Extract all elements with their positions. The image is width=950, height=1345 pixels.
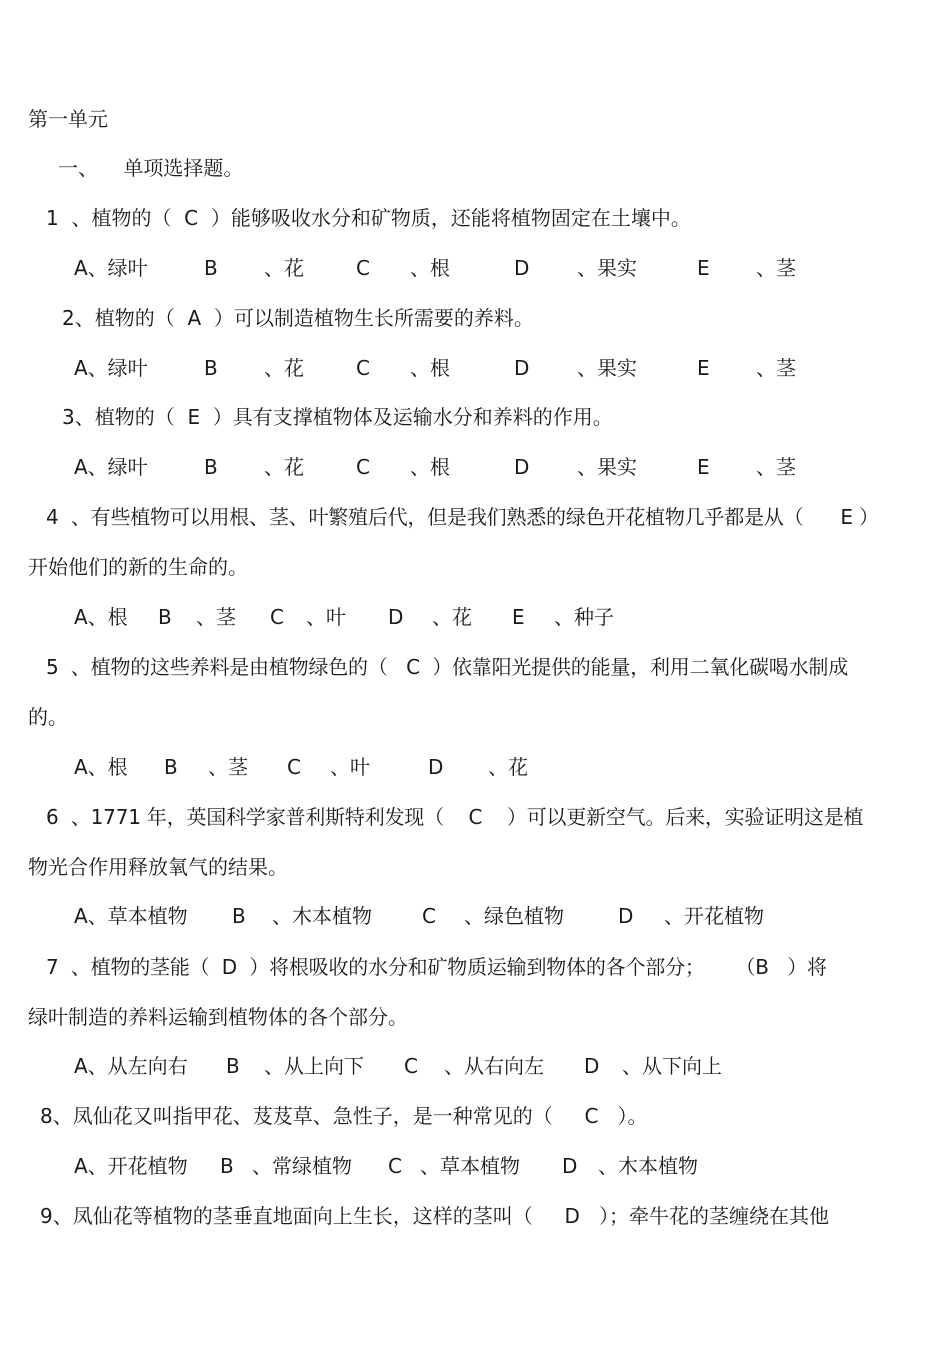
option: D bbox=[428, 755, 444, 779]
unit-title: 第一单元 bbox=[28, 107, 108, 131]
question-text-continued: 物光合作用释放氧气的结果。 bbox=[28, 855, 288, 879]
option: C bbox=[356, 455, 370, 479]
option: 、花 bbox=[264, 356, 304, 380]
option: A、根 bbox=[74, 755, 128, 779]
option: D bbox=[514, 455, 530, 479]
question-text-continued: 开始他们的新的生命的。 bbox=[28, 555, 248, 579]
option: E bbox=[512, 605, 525, 629]
option: 、茎 bbox=[208, 755, 248, 779]
option: C bbox=[270, 605, 284, 629]
option: B bbox=[232, 904, 246, 928]
question-text: 6 、1771 年，英国科学家普利斯特利发现（ C ）可以更新空气。后来，实验证明这是植 bbox=[46, 805, 864, 829]
option: B bbox=[220, 1154, 234, 1178]
option: B bbox=[204, 256, 218, 280]
option: A、开花植物 bbox=[74, 1154, 188, 1178]
option: 、开花植物 bbox=[664, 904, 764, 928]
option: A、草本植物 bbox=[74, 904, 188, 928]
question-text: 3、植物的（ E ）具有支撑植物体及运输水分和养料的作用。 bbox=[62, 405, 613, 429]
option: 、花 bbox=[264, 256, 304, 280]
option: 、草本植物 bbox=[420, 1154, 520, 1178]
question-text-continued: 绿叶制造的养料运输到植物体的各个部分。 bbox=[28, 1005, 408, 1029]
question-text: 9、凤仙花等植物的茎垂直地面向上生长，这样的茎叫（ D ）；牵牛花的茎缠绕在其他 bbox=[40, 1204, 829, 1228]
option: 、果实 bbox=[577, 256, 637, 280]
option: A、根 bbox=[74, 605, 128, 629]
option: 、从下向上 bbox=[622, 1054, 722, 1078]
option: A、从左向右 bbox=[74, 1054, 188, 1078]
option: D bbox=[584, 1054, 600, 1078]
option: E bbox=[697, 455, 710, 479]
option: 、木本植物 bbox=[272, 904, 372, 928]
option: A、绿叶 bbox=[74, 356, 148, 380]
option: 、茎 bbox=[196, 605, 236, 629]
option: C bbox=[287, 755, 301, 779]
option: C bbox=[404, 1054, 418, 1078]
option: A、绿叶 bbox=[74, 455, 148, 479]
option: A、绿叶 bbox=[74, 256, 148, 280]
option: D bbox=[618, 904, 634, 928]
option: 、根 bbox=[410, 256, 450, 280]
option: 、根 bbox=[410, 455, 450, 479]
option: 、根 bbox=[410, 356, 450, 380]
question-text: 8、凤仙花又叫指甲花、芨芨草、急性子，是一种常见的（ C ）。 bbox=[40, 1104, 648, 1128]
option: 、叶 bbox=[330, 755, 370, 779]
option: 、茎 bbox=[756, 455, 796, 479]
option: 、茎 bbox=[756, 256, 796, 280]
question-text: 7 、植物的茎能（ D ）将根吸收的水分和矿物质运输到物体的各个部分； （B ）将 bbox=[46, 955, 827, 979]
option: 、茎 bbox=[756, 356, 796, 380]
option: E bbox=[697, 256, 710, 280]
option: B bbox=[204, 455, 218, 479]
section-title: 一、 单项选择题。 bbox=[58, 156, 244, 180]
option: E bbox=[697, 356, 710, 380]
option: B bbox=[226, 1054, 240, 1078]
option: 、果实 bbox=[577, 455, 637, 479]
option: 、从上向下 bbox=[264, 1054, 364, 1078]
option: 、种子 bbox=[554, 605, 614, 629]
option: 、花 bbox=[432, 605, 472, 629]
option: D bbox=[388, 605, 404, 629]
option: B bbox=[158, 605, 172, 629]
option: C bbox=[422, 904, 436, 928]
question-text: 4 、有些植物可以用根、茎、叶繁殖后代，但是我们熟悉的绿色开花植物几乎都是从（ E ） bbox=[46, 505, 879, 529]
option: 、从右向左 bbox=[444, 1054, 544, 1078]
option: 、绿色植物 bbox=[464, 904, 564, 928]
option: B bbox=[164, 755, 178, 779]
question-text: 1 、植物的（ C ）能够吸收水分和矿物质，还能将植物固定在土壤中。 bbox=[46, 206, 691, 230]
option: 、果实 bbox=[577, 356, 637, 380]
option: 、叶 bbox=[306, 605, 346, 629]
option: C bbox=[388, 1154, 402, 1178]
option: D bbox=[562, 1154, 578, 1178]
option: C bbox=[356, 256, 370, 280]
option: D bbox=[514, 256, 530, 280]
option: D bbox=[514, 356, 530, 380]
option: B bbox=[204, 356, 218, 380]
question-text: 5 、植物的这些养料是由植物绿色的（ C ）依靠阳光提供的能量，利用二氧化碳喝水制成 bbox=[46, 655, 848, 679]
option: C bbox=[356, 356, 370, 380]
question-text-continued: 的。 bbox=[28, 705, 68, 729]
option: 、花 bbox=[264, 455, 304, 479]
option: 、花 bbox=[488, 755, 528, 779]
option: 、常绿植物 bbox=[252, 1154, 352, 1178]
question-text: 2、植物的（ A ）可以制造植物生长所需要的养料。 bbox=[62, 306, 534, 330]
option: 、木本植物 bbox=[598, 1154, 698, 1178]
